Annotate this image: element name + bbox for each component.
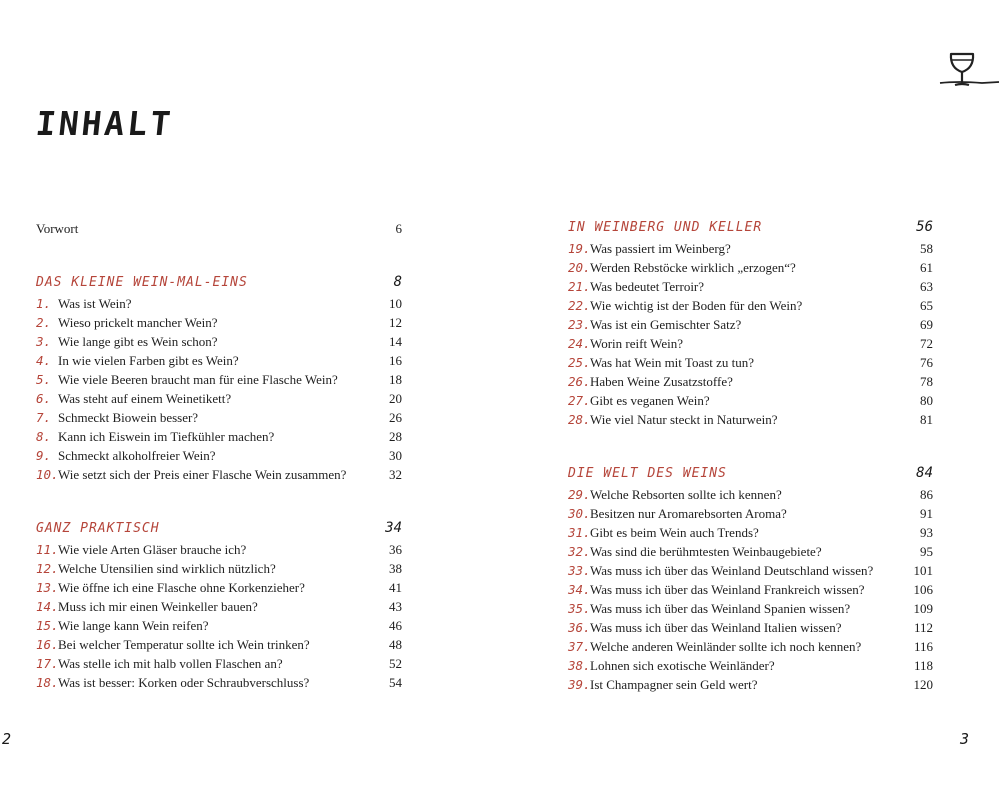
entry-title: Wieso prickelt mancher Wein? [58, 315, 218, 330]
entry-page: 118 [913, 658, 933, 673]
entry-number: 25. [568, 355, 591, 370]
entry-page: 6 [395, 221, 402, 236]
toc-section [568, 219, 933, 429]
entry-page: 109 [913, 601, 933, 616]
toc-left-column [36, 219, 402, 728]
entry-page: 28 [389, 429, 402, 444]
entry-number: 27. [568, 393, 591, 408]
entry-number: 23. [568, 317, 591, 332]
entry-page: 91 [920, 506, 933, 521]
section-heading[interactable] [36, 520, 402, 540]
toc-entry[interactable] [36, 654, 402, 673]
entry-title: Besitzen nur Aromarebsorten Aroma? [590, 506, 787, 521]
toc-entry[interactable] [568, 277, 933, 296]
entry-title: Was sind die berühmtesten Weinbaugebiete? [590, 544, 822, 559]
entry-page: 112 [913, 620, 933, 635]
toc-entry[interactable] [568, 315, 933, 334]
entry-page: 63 [920, 279, 933, 294]
entry-number: 8. [36, 429, 52, 444]
entry-page: 93 [920, 525, 933, 540]
toc-entry[interactable] [568, 296, 933, 315]
toc-entry[interactable] [568, 523, 933, 542]
toc-entry[interactable] [36, 332, 402, 351]
section-page: 56 [916, 219, 933, 235]
entry-number: 22. [568, 298, 591, 313]
entry-page: 18 [389, 372, 402, 387]
entry-title: Muss ich mir einen Weinkeller bauen? [58, 599, 258, 614]
entry-number: 34. [568, 582, 591, 597]
section-title: IN WEINBERG UND KELLER [568, 220, 763, 235]
section-heading[interactable] [36, 274, 402, 294]
entry-number: 28. [568, 412, 591, 427]
toc-entry[interactable] [36, 370, 402, 389]
entry-title: Schmeckt Biowein besser? [58, 410, 199, 425]
entry-number: 4. [36, 353, 52, 368]
toc-entry[interactable] [568, 258, 933, 277]
entry-title: In wie vielen Farben gibt es Wein? [58, 353, 239, 368]
toc-entry[interactable] [36, 427, 402, 446]
entry-page: 54 [389, 675, 402, 690]
toc-entry[interactable] [36, 540, 402, 559]
entry-number: 39. [568, 677, 591, 692]
section-title: DIE WELT DES WEINS [568, 466, 727, 481]
entry-number: 15. [36, 618, 59, 633]
toc-entry[interactable] [568, 334, 933, 353]
entry-page: 95 [920, 544, 933, 559]
toc-entry[interactable] [36, 446, 402, 465]
toc-entry[interactable] [568, 410, 933, 429]
entry-title: Was muss ich über das Weinland Italien wissen? [590, 620, 842, 635]
entry-number: 38. [568, 658, 591, 673]
entry-page: 80 [920, 393, 933, 408]
entry-title: Was passiert im Weinberg? [590, 241, 731, 256]
entry-title: Was ist Wein? [58, 296, 132, 311]
entry-title: Haben Weine Zusatzstoffe? [590, 374, 733, 389]
entry-title: Ist Champagner sein Geld wert? [590, 677, 758, 692]
entry-title: Lohnen sich exotische Weinländer? [590, 658, 775, 673]
entry-title: Vorwort [36, 221, 79, 236]
entry-number: 32. [568, 544, 591, 559]
entry-number: 2. [36, 315, 52, 330]
toc-section [568, 465, 933, 694]
toc-entry[interactable] [568, 675, 933, 694]
section-page: 8 [393, 274, 402, 290]
entry-page: 26 [389, 410, 402, 425]
entry-title: Was hat Wein mit Toast zu tun? [590, 355, 755, 370]
toc-entry[interactable] [36, 465, 402, 484]
page-title: INHALT [33, 104, 176, 143]
entry-title: Wie viele Beeren braucht man für eine Flasche Wein? [58, 372, 338, 387]
toc-entry[interactable] [36, 294, 402, 313]
entry-title: Werden Rebstöcke wirklich „erzogen“? [590, 260, 796, 275]
toc-entry[interactable] [568, 637, 933, 656]
entry-page: 61 [920, 260, 933, 275]
toc-entry[interactable] [36, 351, 402, 370]
entry-title: Schmeckt alkoholfreier Wein? [58, 448, 216, 463]
section-page: 84 [916, 465, 933, 481]
entry-page: 30 [389, 448, 402, 463]
entry-page: 72 [920, 336, 933, 351]
entry-page: 38 [389, 561, 402, 576]
entry-page: 43 [389, 599, 402, 614]
entry-title: Wie viel Natur steckt in Naturwein? [590, 412, 778, 427]
entry-number: 10. [36, 467, 59, 482]
entry-title: Was muss ich über das Weinland Spanien wissen? [590, 601, 851, 616]
toc-section [36, 274, 402, 484]
entry-number: 26. [568, 374, 591, 389]
toc-entry[interactable] [36, 408, 402, 427]
entry-page: 48 [389, 637, 402, 652]
entry-number: 36. [568, 620, 591, 635]
entry-title: Wie viele Arten Gläser brauche ich? [58, 542, 247, 557]
toc-entry[interactable] [36, 389, 402, 408]
entry-number: 3. [36, 334, 52, 349]
entry-page: 41 [389, 580, 402, 595]
toc-right-column [568, 219, 933, 730]
entry-page: 36 [389, 542, 402, 557]
toc-entry[interactable] [568, 239, 933, 258]
entry-page: 58 [920, 241, 933, 256]
entry-number: 37. [568, 639, 591, 654]
entry-number: 35. [568, 601, 591, 616]
entry-title: Was muss ich über das Weinland Deutschland wissen? [590, 563, 874, 578]
toc-entry[interactable] [568, 618, 933, 637]
entry-page: 16 [389, 353, 402, 368]
entry-title: Bei welcher Temperatur sollte ich Wein trinken? [58, 637, 310, 652]
entry-title: Wie lange gibt es Wein schon? [58, 334, 218, 349]
entry-title: Wie lange kann Wein reifen? [58, 618, 209, 633]
entry-title: Gibt es beim Wein auch Trends? [590, 525, 759, 540]
section-page: 34 [385, 520, 402, 536]
entry-title: Was muss ich über das Weinland Frankreich wissen? [590, 582, 865, 597]
entry-number: 11. [36, 542, 59, 557]
toc-entry[interactable] [568, 504, 933, 523]
entry-number: 7. [36, 410, 52, 425]
entry-title: Wie öffne ich eine Flasche ohne Korkenzieher? [58, 580, 305, 595]
entry-page: 69 [920, 317, 933, 332]
entry-number: 6. [36, 391, 52, 406]
entry-title: Gibt es veganen Wein? [590, 393, 710, 408]
entry-title: Kann ich Eiswein im Tiefkühler machen? [58, 429, 275, 444]
section-heading[interactable] [568, 219, 933, 239]
toc-entry[interactable] [36, 673, 402, 692]
toc-entry[interactable] [568, 656, 933, 675]
entry-number: 17. [36, 656, 59, 671]
entry-number: 12. [36, 561, 59, 576]
entry-title: Was ist besser: Korken oder Schraubverschluss? [58, 675, 310, 690]
toc-entry[interactable] [36, 578, 402, 597]
entry-page: 32 [389, 467, 402, 482]
entry-number: 13. [36, 580, 59, 595]
entry-number: 31. [568, 525, 591, 540]
toc-entry[interactable] [568, 372, 933, 391]
entry-page: 10 [389, 296, 402, 311]
toc-entry[interactable] [568, 485, 933, 504]
entry-number: 20. [568, 260, 591, 275]
toc-entry[interactable] [36, 616, 402, 635]
entry-page: 52 [389, 656, 402, 671]
entry-title: Welche Utensilien sind wirklich nützlich? [58, 561, 276, 576]
entry-page: 14 [389, 334, 402, 349]
entry-page: 116 [913, 639, 933, 654]
page-number-left: 2 [2, 730, 12, 748]
entry-page: 86 [920, 487, 933, 502]
entry-page: 78 [920, 374, 933, 389]
entry-title: Welche anderen Weinländer sollte ich noch kennen? [590, 639, 862, 654]
entry-number: 21. [568, 279, 591, 294]
toc-entry[interactable] [36, 559, 402, 578]
entry-page: 106 [913, 582, 933, 597]
toc-entry[interactable] [568, 561, 933, 580]
entry-number: 5. [36, 372, 52, 387]
entry-page: 65 [920, 298, 933, 313]
entry-number: 18. [36, 675, 59, 690]
entry-page: 101 [913, 563, 933, 578]
toc-entry[interactable] [568, 391, 933, 410]
entry-number: 19. [568, 241, 591, 256]
section-heading[interactable] [568, 465, 933, 485]
entry-page: 76 [920, 355, 933, 370]
entry-number: 16. [36, 637, 59, 652]
toc-entry[interactable] [568, 599, 933, 618]
entry-page: 20 [389, 391, 402, 406]
entry-number: 14. [36, 599, 59, 614]
entry-title: Wie setzt sich der Preis einer Flasche Wein zusammen? [58, 467, 347, 482]
toc-entry[interactable] [568, 353, 933, 372]
entry-title: Was bedeutet Terroir? [590, 279, 705, 294]
toc-entry[interactable] [36, 597, 402, 616]
entry-title: Was ist ein Gemischter Satz? [590, 317, 742, 332]
section-title: GANZ PRAKTISCH [36, 521, 160, 536]
wine-glass-icon [938, 50, 1000, 97]
entry-number: 29. [568, 487, 591, 502]
entry-page: 81 [920, 412, 933, 427]
entry-title: Worin reift Wein? [590, 336, 683, 351]
toc-entry-vorwort[interactable] [36, 219, 402, 238]
entry-title: Was steht auf einem Weinetikett? [58, 391, 232, 406]
entry-page: 46 [389, 618, 402, 633]
entry-title: Wie wichtig ist der Boden für den Wein? [590, 298, 803, 313]
entry-number: 9. [36, 448, 52, 463]
toc-section [36, 520, 402, 692]
page-number-right: 3 [960, 730, 970, 748]
entry-number: 30. [568, 506, 591, 521]
entry-number: 33. [568, 563, 591, 578]
entry-title: Welche Rebsorten sollte ich kennen? [590, 487, 782, 502]
section-title: DAS KLEINE WEIN-MAL-EINS [36, 275, 248, 290]
entry-page: 12 [389, 315, 402, 330]
toc-entry[interactable] [568, 580, 933, 599]
entry-page: 120 [913, 677, 933, 692]
entry-title: Was stelle ich mit halb vollen Flaschen an? [58, 656, 283, 671]
toc-entry[interactable] [568, 542, 933, 561]
entry-number: 24. [568, 336, 591, 351]
toc-entry[interactable] [36, 635, 402, 654]
toc-entry[interactable] [36, 313, 402, 332]
entry-number: 1. [36, 296, 52, 311]
